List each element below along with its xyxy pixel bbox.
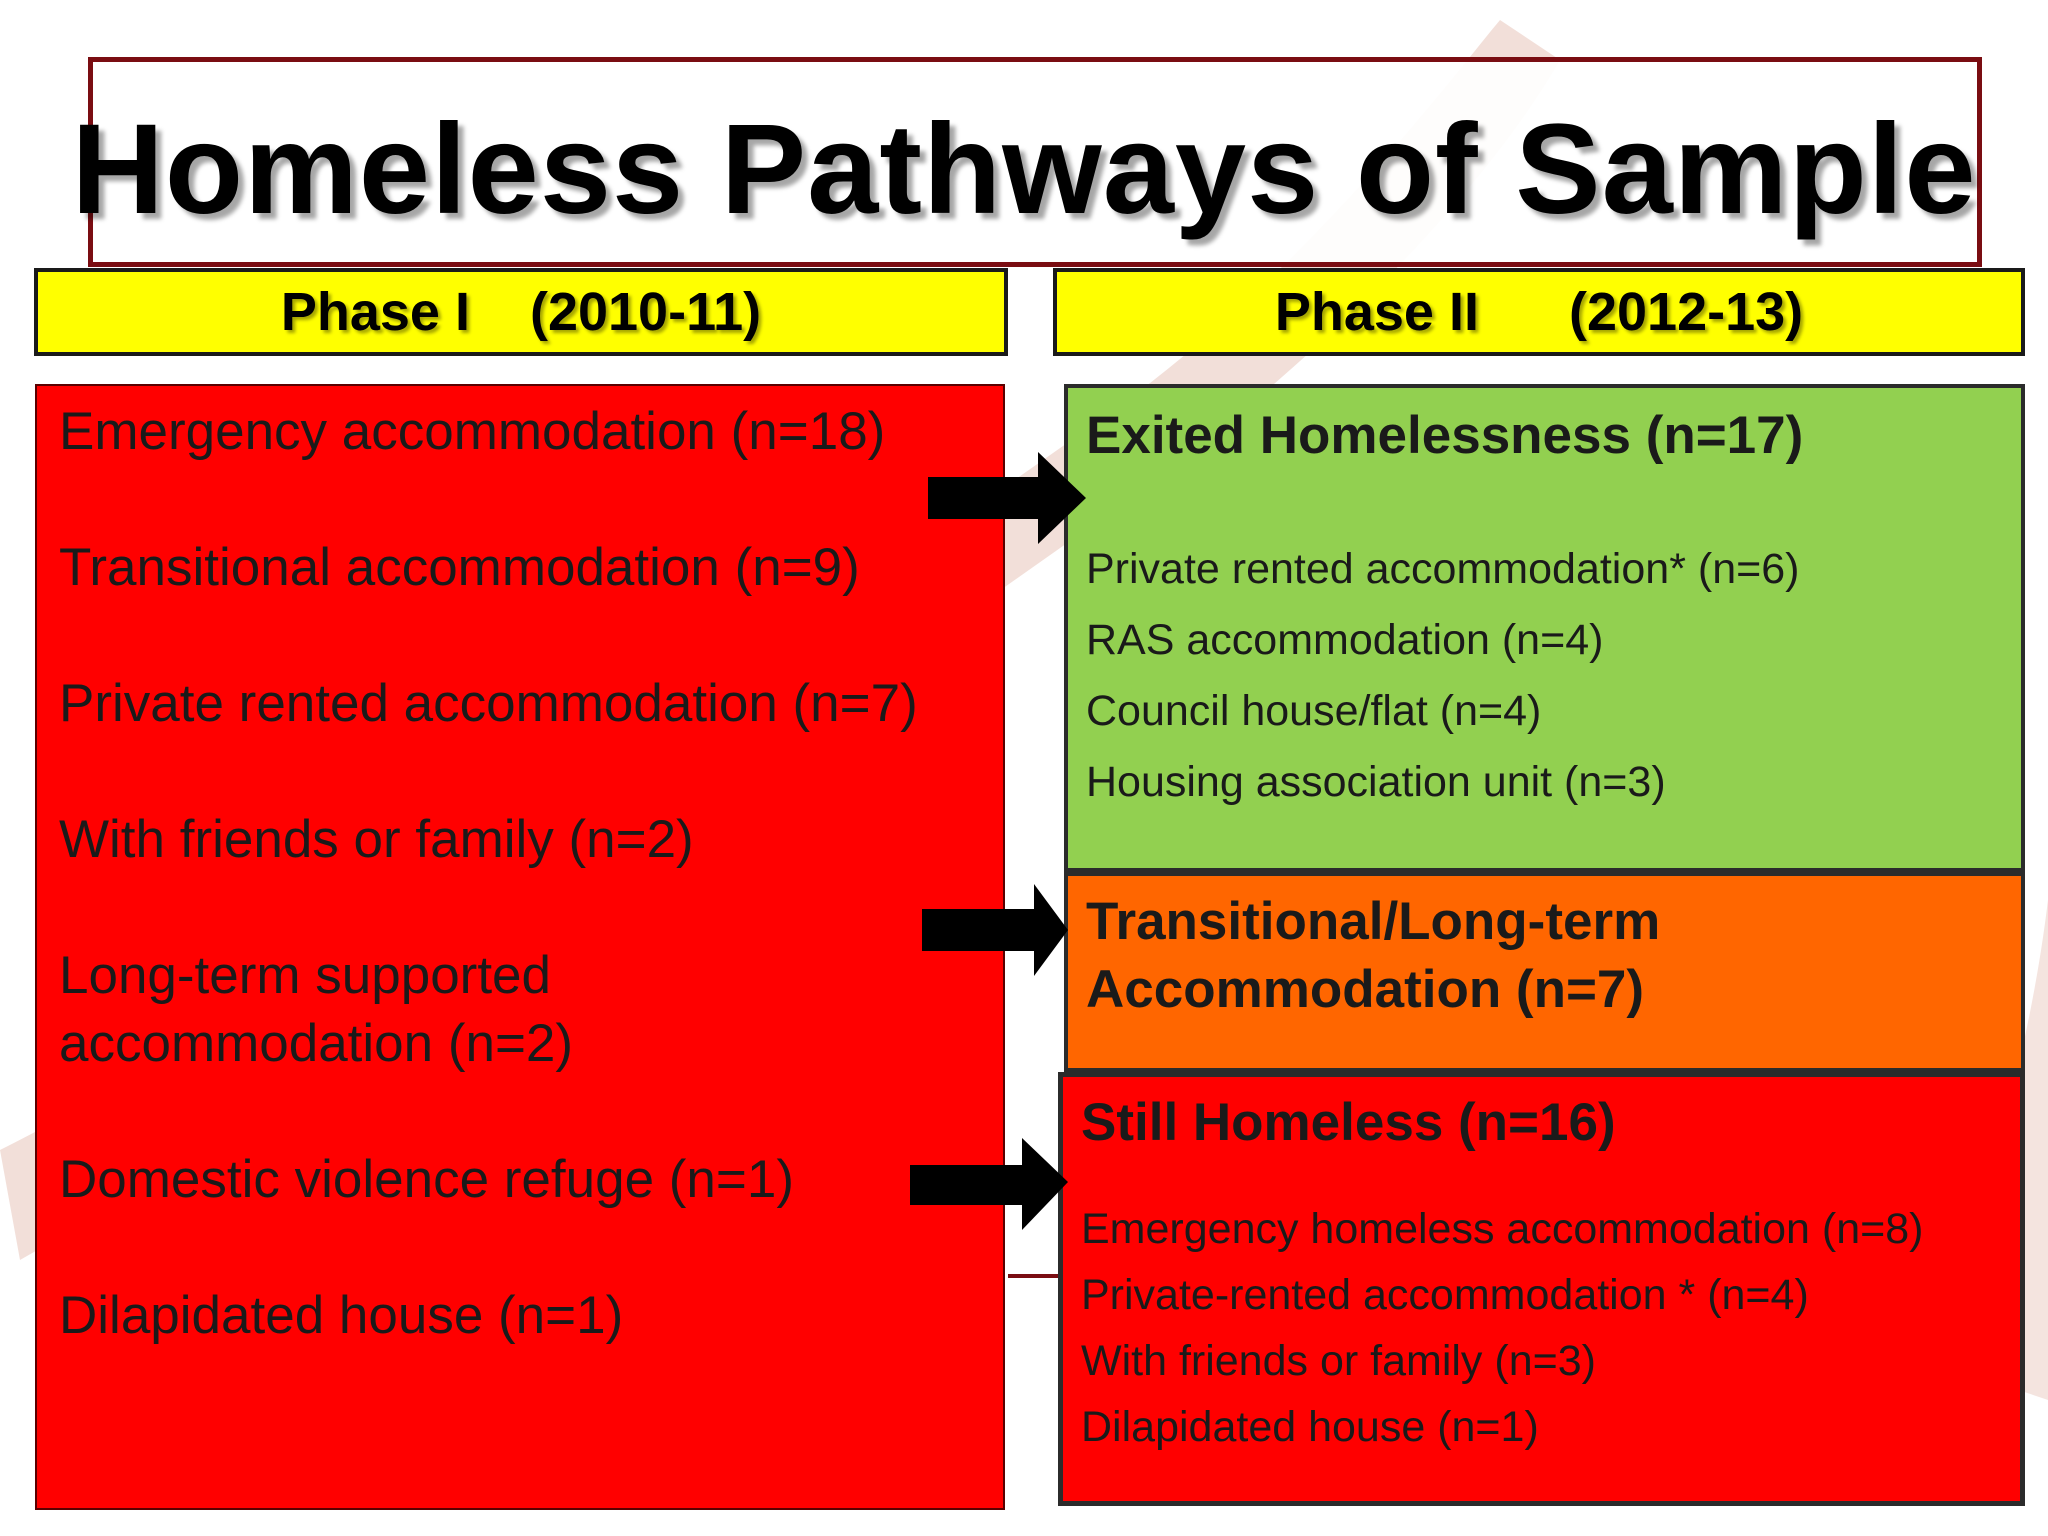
phase1-item-long-term-line2: accommodation (n=2) (59, 1014, 574, 1073)
phase1-item-private-rented: Private rented accommodation (n=7) (59, 674, 918, 733)
phase1-header: Phase I (2010-11) (34, 268, 1008, 356)
arrow-to-still-homeless-icon (910, 1138, 1070, 1234)
still-item-emergency: Emergency homeless accommodation (n=8) (1081, 1205, 1924, 1253)
arrow-to-exited-icon (928, 452, 1088, 548)
page-title: Homeless Pathways of Sample (71, 98, 1977, 241)
arrow-to-transitional-icon (922, 884, 1082, 980)
exited-homelessness-box (1064, 384, 2025, 872)
phase1-item-friends-family: With friends or family (n=2) (59, 810, 694, 869)
phase1-item-transitional: Transitional accommodation (n=9) (59, 538, 860, 597)
transitional-heading-line1: Transitional/Long-term (1086, 892, 1661, 951)
phase1-item-dilapidated: Dilapidated house (n=1) (59, 1286, 624, 1345)
transitional-longterm-box (1064, 872, 2025, 1072)
still-homeless-heading: Still Homeless (n=16) (1081, 1093, 1616, 1152)
exited-item-private-rented: Private rented accommodation* (n=6) (1086, 545, 1800, 593)
still-item-friends-family: With friends or family (n=3) (1081, 1337, 1596, 1385)
exited-heading: Exited Homelessness (n=17) (1086, 406, 1804, 465)
exited-item-council: Council house/flat (n=4) (1086, 687, 1542, 735)
still-homeless-box (1058, 1072, 2025, 1506)
phase1-item-dv-refuge: Domestic violence refuge (n=1) (59, 1150, 794, 1209)
transitional-heading-line2: Accommodation (n=7) (1086, 960, 1645, 1019)
still-item-private-rented: Private-rented accommodation * (n=4) (1081, 1271, 1809, 1319)
phase1-box (35, 384, 1005, 1510)
exited-item-ras: RAS accommodation (n=4) (1086, 616, 1604, 664)
phase1-item-long-term-line1: Long-term supported (59, 946, 552, 1005)
phase1-item-emergency: Emergency accommodation (n=18) (59, 402, 886, 461)
exited-item-housing-association: Housing association unit (n=3) (1086, 758, 1666, 806)
phase2-header: Phase II (2012-13) (1053, 268, 2025, 356)
still-item-dilapidated: Dilapidated house (n=1) (1081, 1403, 1539, 1451)
